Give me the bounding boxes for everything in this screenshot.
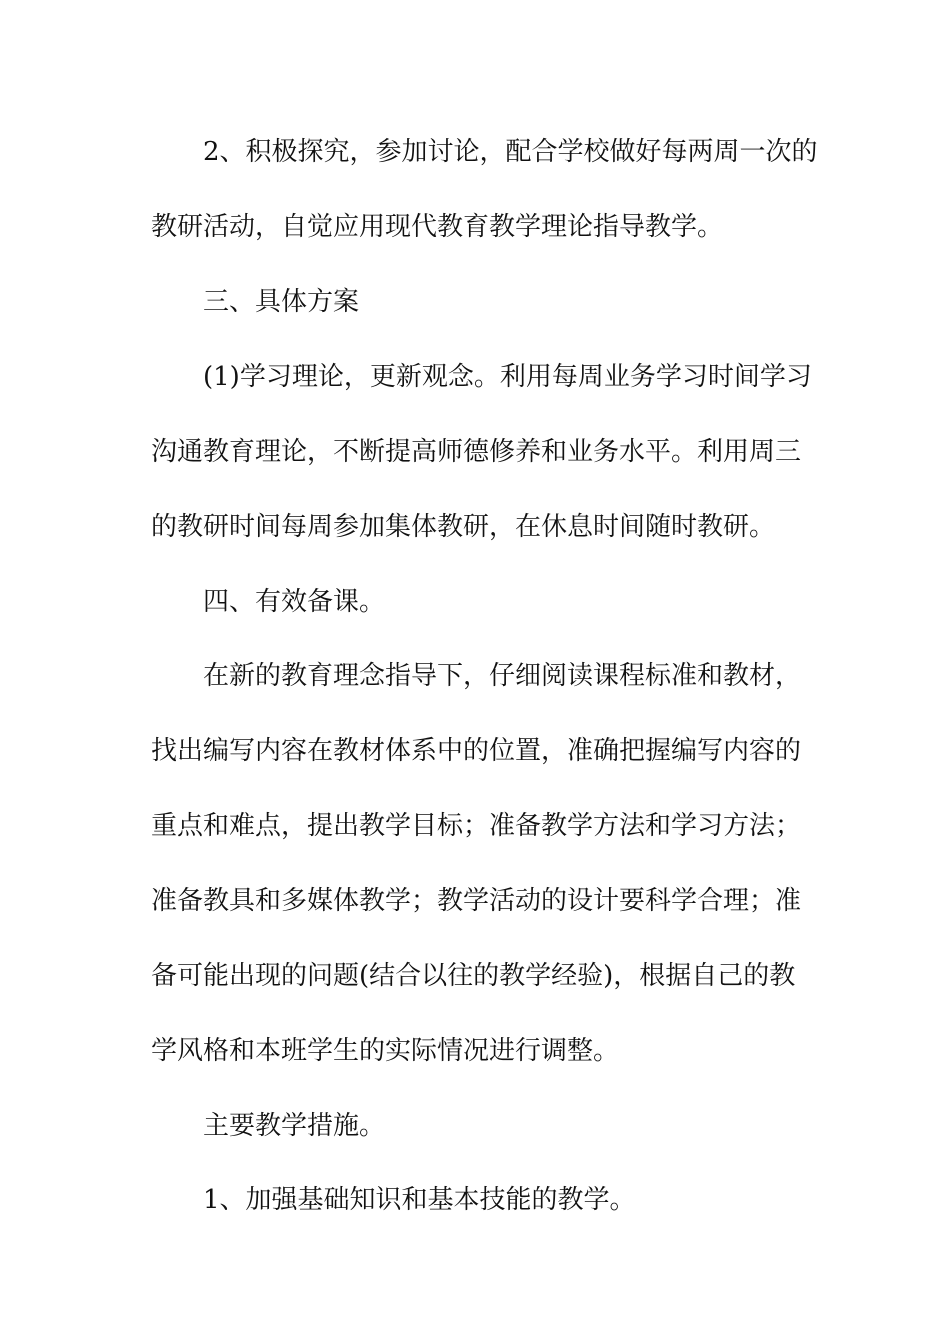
paragraph-line: 学风格和本班学生的实际情况进行调整。 — [151, 1036, 620, 1066]
paragraph-line: (1)学习理论，更新观念。利用每周业务学习时间学习 — [203, 362, 812, 392]
paragraph-line: 2、积极探究，参加讨论，配合学校做好每两周一次的 — [203, 137, 818, 167]
paragraph-line: 1、加强基础知识和基本技能的教学。 — [203, 1185, 636, 1215]
paragraph-line: 找出编写内容在教材体系中的位置，准确把握编写内容的 — [151, 736, 802, 766]
paragraph-line: 在新的教育理念指导下，仔细阅读课程标准和教材， — [203, 661, 802, 691]
section-heading: 三、具体方案 — [203, 287, 360, 317]
section-heading: 主要教学措施。 — [203, 1111, 386, 1141]
paragraph-line: 的教研时间每周参加集体教研，在休息时间随时教研。 — [151, 512, 776, 542]
paragraph-line: 沟通教育理论，不断提高师德修养和业务水平。利用周三 — [151, 437, 802, 467]
paragraph-line: 备可能出现的问题(结合以往的教学经验)，根据自己的教 — [151, 961, 796, 991]
section-heading: 四、有效备课。 — [203, 587, 386, 617]
paragraph-line: 教研活动，自觉应用现代教育教学理论指导教学。 — [151, 212, 724, 242]
paragraph-line: 重点和难点，提出教学目标；准备教学方法和学习方法； — [151, 811, 802, 841]
paragraph-line: 准备教具和多媒体教学；教学活动的设计要科学合理；准 — [151, 886, 802, 916]
